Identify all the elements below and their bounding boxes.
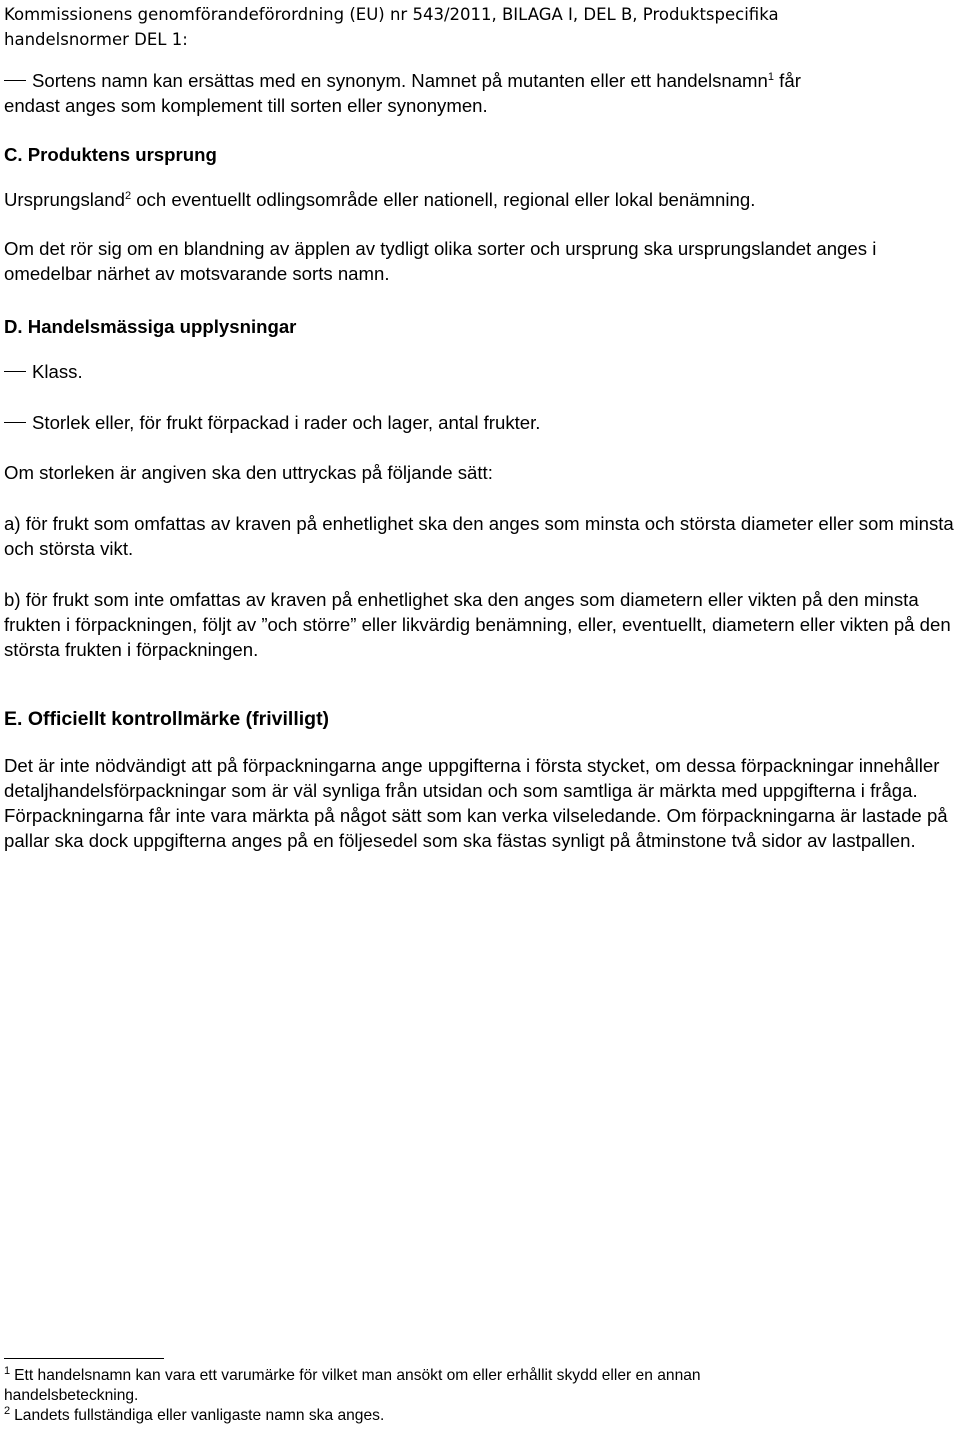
section-d-item-2: [4, 410, 956, 435]
section-e-heading: E. Officiellt kontrollmärke (frivilligt): [4, 708, 330, 730]
section-d-paragraph-b: b) för frukt som inte omfattas av kraven på enhetlighet ska den anges som diametern eller vikten på den minsta frukten i förpackningen, följt av ”och större” eller likvärdig benämning, eller, eventuellt, diametern eller vikten på den största frukten i förpackningen.: [4, 589, 951, 660]
section-e-paragraph-1: Det är inte nödvändigt att på förpackningarna ange uppgifterna i första stycket, om dessa förpackningar innehåller detaljhandelsförpackningar som är väl synliga från utsidan och som samtliga är märkta med uppgifterna i fråga. Förpackningarna får inte vara märkta på något sätt som kan verka vilseledande. Om förpackningarna är lastade på pallar ska dock uppgifterna anges på en följesedel som ska fästas synligt på åtminstone två sidor av lastpallen.: [4, 755, 948, 851]
header-line-2: handelsnormer DEL 1:: [4, 30, 188, 49]
header-line-1: Kommissionens genomförandeförordning (EU) nr 543/2011, BILAGA I, DEL B, Produktspecifika: [4, 5, 779, 24]
intro-text-b: får: [774, 70, 801, 91]
intro-line-2: endast anges som komplement till sorten eller synonymen.: [4, 95, 488, 116]
footnote-2-number: 2: [4, 1405, 11, 1417]
dash-bullet: [4, 371, 26, 372]
footnote-1-number: 1: [4, 1365, 11, 1377]
footnote-2-text: Landets fullständiga eller vanligaste namn ska anges.: [14, 1407, 385, 1424]
dash-bullet: [4, 80, 26, 81]
dash-bullet: [4, 422, 26, 423]
section-c-p1-b: och eventuellt odlingsområde eller nationell, regional eller lokal benämning.: [131, 189, 756, 210]
section-d-paragraph-1: Om storleken är angiven ska den uttryckas på följande sätt:: [4, 462, 493, 483]
section-d-heading: D. Handelsmässiga upplysningar: [4, 316, 297, 337]
footnote-ref-2: 2: [124, 190, 132, 202]
intro-text-a: Sortens namn kan ersättas med en synonym. Namnet på mutanten eller ett handelsnamn: [32, 70, 768, 91]
item-2-text: Storlek eller, för frukt förpackad i rader och lager, antal frukter.: [32, 412, 541, 433]
footnote-1: [4, 1366, 824, 1406]
item-1-text: Klass.: [32, 361, 83, 382]
section-c-p1-a: Ursprungsland: [4, 189, 125, 210]
section-d-item-1: [4, 359, 956, 384]
section-c-heading: C. Produktens ursprung: [4, 144, 217, 165]
section-c-paragraph-2: Om det rör sig om en blandning av äpplen av tydligt olika sorter och ursprung ska ursprungslandet anges i omedelbar närhet av motsvarande sorts namn.: [4, 238, 877, 284]
footnotes: [4, 1366, 824, 1426]
intro-dash-item: [4, 68, 956, 118]
footnote-1-text: Ett handelsnamn kan vara ett varumärke för vilket man ansökt om eller erhållit skydd eller en annan handelsbeteckning.: [4, 1367, 701, 1404]
footnote-ref-1: 1: [767, 71, 775, 83]
page-header: [4, 2, 954, 52]
footnote-separator: [4, 1358, 164, 1359]
section-d-paragraph-a: a) för frukt som omfattas av kraven på enhetlighet ska den anges som minsta och största diameter eller som minsta och största vikt.: [4, 513, 954, 559]
section-c-paragraph-1: [4, 187, 956, 212]
footnote-2: [4, 1406, 824, 1426]
